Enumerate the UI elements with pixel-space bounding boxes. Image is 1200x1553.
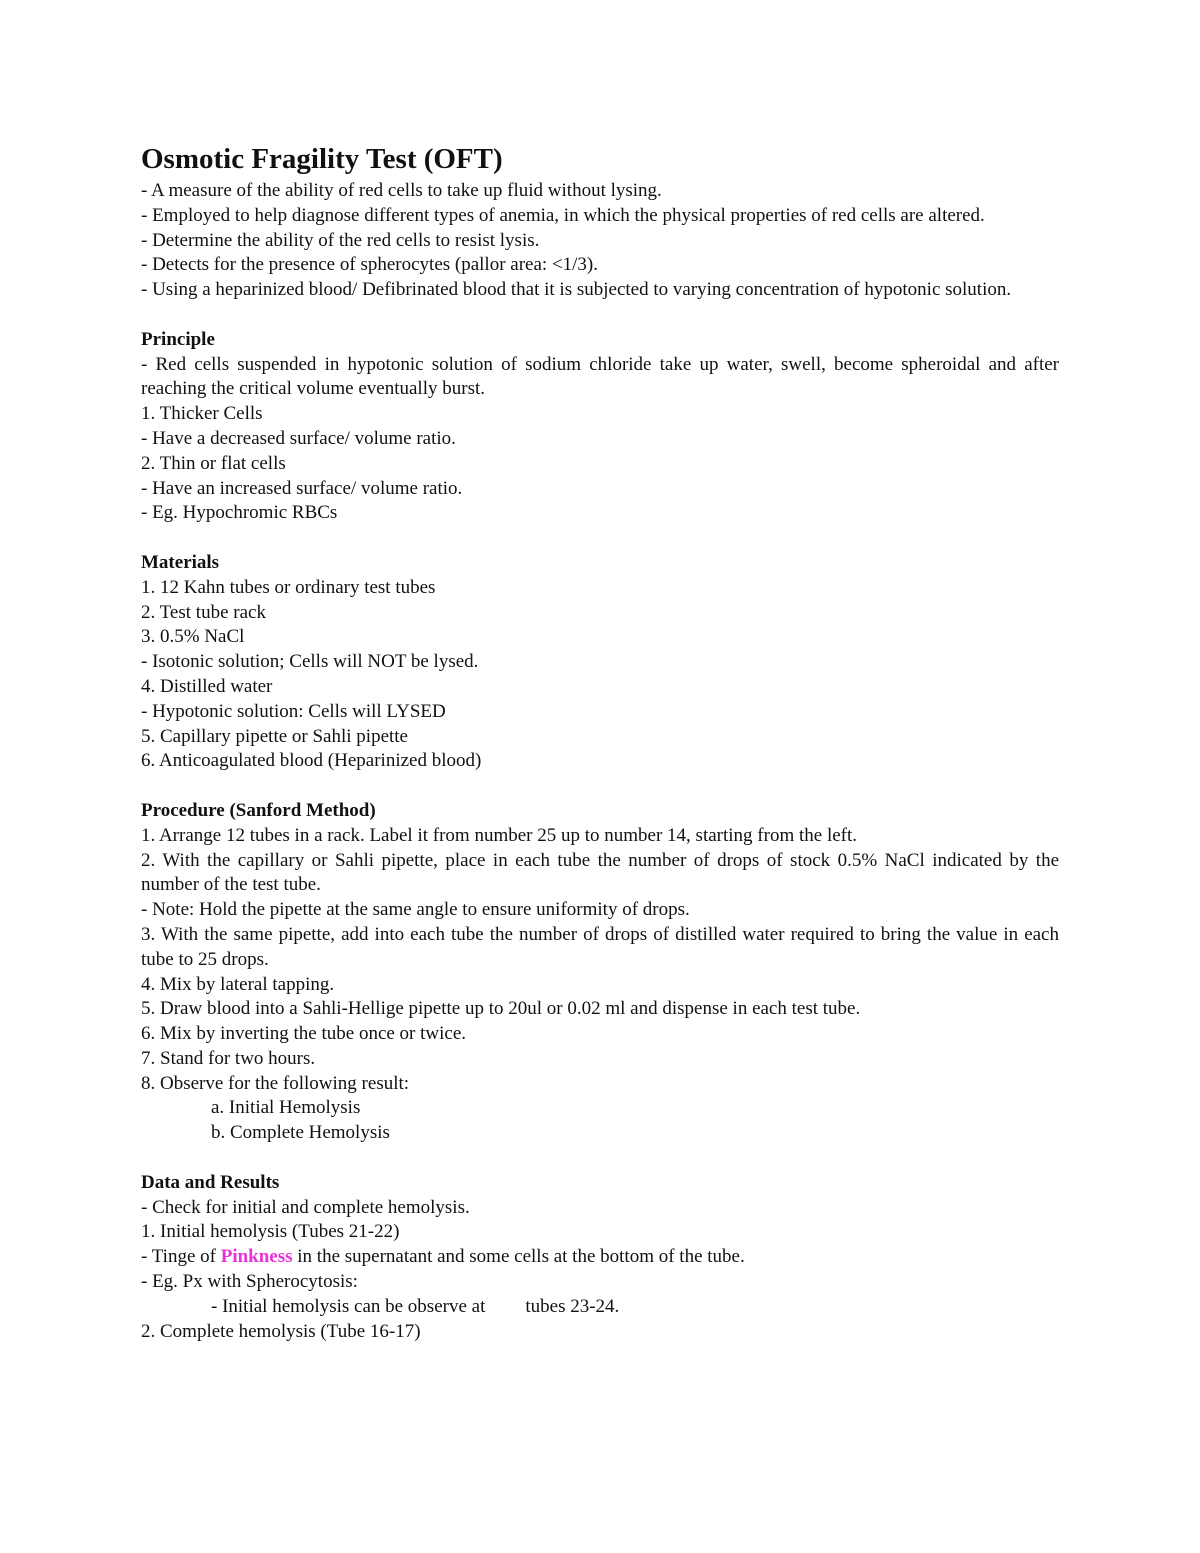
procedure-heading: Procedure (Sanford Method) <box>141 799 376 821</box>
materials-line: 6. Anticoagulated blood (Heparinized blood) <box>141 750 482 772</box>
results-tinge-line <box>141 1245 1059 1270</box>
procedure-line: 3. With the same pipette, add into each tube the number of drops of distilled water required to bring the value in each tube to 25 drops. <box>141 923 1059 970</box>
intro-line: - Employed to help diagnose different types of anemia, in which the physical properties of red cells are altered. <box>141 204 985 226</box>
materials-section <box>141 551 1059 774</box>
principle-section <box>141 328 1059 526</box>
document-title: Osmotic Fragility Test (OFT) <box>141 143 503 175</box>
procedure-line: - Note: Hold the pipette at the same angle to ensure uniformity of drops. <box>141 899 690 921</box>
results-sub-line <box>141 1295 1059 1320</box>
intro-section <box>141 179 1059 303</box>
materials-line: - Isotonic solution; Cells will NOT be lysed. <box>141 651 479 673</box>
results-section <box>141 1171 1059 1345</box>
materials-line: 4. Distilled water <box>141 675 273 697</box>
materials-line: 2. Test tube rack <box>141 601 266 623</box>
results-line: - Eg. Px with Spherocytosis: <box>141 1271 358 1293</box>
sub-line-prefix: - Initial hemolysis can be observe at <box>211 1295 486 1317</box>
procedure-line: 5. Draw blood into a Sahli-Hellige pipette up to 20ul or 0.02 ml and dispense in each test tube. <box>141 998 861 1020</box>
procedure-sub-item: b. Complete Hemolysis <box>211 1122 390 1144</box>
materials-line: 3. 0.5% NaCl <box>141 626 245 648</box>
principle-line: 1. Thicker Cells <box>141 403 263 425</box>
materials-heading: Materials <box>141 551 220 573</box>
procedure-line: 6. Mix by inverting the tube once or twice. <box>141 1023 467 1045</box>
principle-line: - Eg. Hypochromic RBCs <box>141 502 338 524</box>
principle-line: - Have an increased surface/ volume ratio. <box>141 477 463 499</box>
principle-line: 2. Thin or flat cells <box>141 452 286 474</box>
principle-heading: Principle <box>141 328 215 350</box>
document-page <box>141 141 1059 1344</box>
principle-line: - Have a decreased surface/ volume ratio. <box>141 427 456 449</box>
results-line: 1. Initial hemolysis (Tubes 21-22) <box>141 1221 400 1243</box>
results-line: 2. Complete hemolysis (Tube 16-17) <box>141 1320 421 1342</box>
materials-line: - Hypotonic solution: Cells will LYSED <box>141 700 446 722</box>
materials-line: 1. 12 Kahn tubes or ordinary test tubes <box>141 576 436 598</box>
principle-line: - Red cells suspended in hypotonic solution of sodium chloride take up water, swell, become spheroidal and after reaching the critical volume eventually burst. <box>141 353 1059 400</box>
intro-line: - Using a heparinized blood/ Defibrinated blood that it is subjected to varying concentration of hypotonic solution. <box>141 279 1012 301</box>
tinge-suffix: in the supernatant and some cells at the bottom of the tube. <box>292 1246 745 1268</box>
procedure-line: 1. Arrange 12 tubes in a rack. Label it from number 25 up to number 14, starting from the left. <box>141 824 858 846</box>
pinkness-highlight: Pinkness <box>220 1246 293 1268</box>
procedure-line: 8. Observe for the following result: <box>141 1072 410 1094</box>
intro-line: - A measure of the ability of red cells to take up fluid without lysing. <box>141 180 662 201</box>
procedure-line: 7. Stand for two hours. <box>141 1047 316 1069</box>
procedure-sub-item: a. Initial Hemolysis <box>211 1097 361 1119</box>
intro-line: - Determine the ability of the red cells to resist lysis. <box>141 229 540 251</box>
procedure-section <box>141 799 1059 1146</box>
procedure-line: 4. Mix by lateral tapping. <box>141 973 335 995</box>
results-heading: Data and Results <box>141 1171 280 1193</box>
sub-line-suffix: tubes 23-24. <box>525 1295 620 1317</box>
procedure-line: 2. With the capillary or Sahli pipette, place in each tube the number of drops of stock 0.5% NaCl indicated by the number of the test tube. <box>141 849 1059 896</box>
intro-line: - Detects for the presence of spherocytes (pallor area: <1/3). <box>141 254 599 276</box>
tinge-prefix: - Tinge of <box>141 1246 221 1268</box>
results-line: - Check for initial and complete hemolysis. <box>141 1196 470 1218</box>
materials-line: 5. Capillary pipette or Sahli pipette <box>141 725 408 747</box>
